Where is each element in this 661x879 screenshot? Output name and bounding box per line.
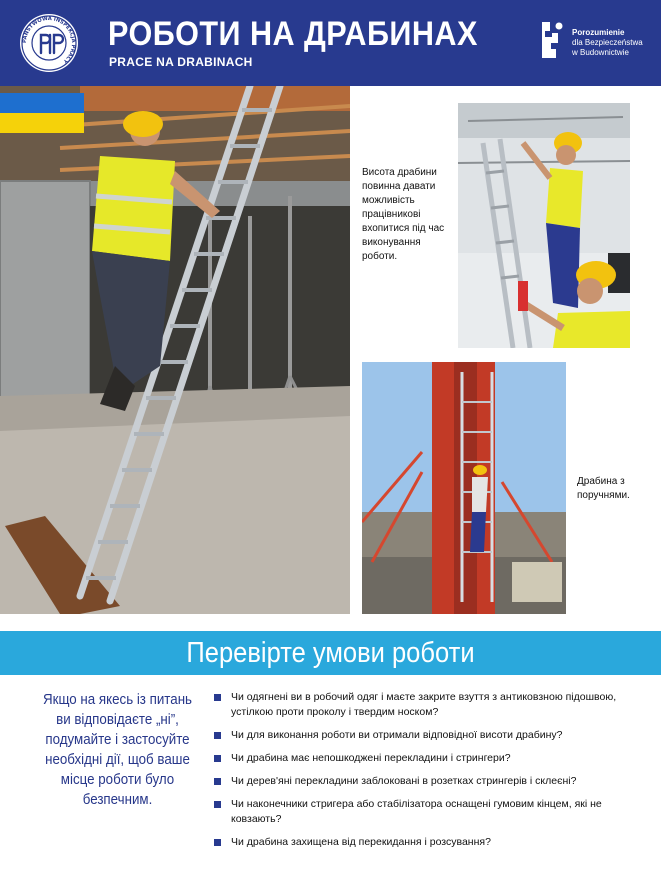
checklist-item-text: Чи дерев'яні перекладини заблоковані в розетках стрингерів і склеєні? (231, 775, 577, 787)
section-band (0, 631, 661, 675)
checklist-item-text: Чи драбина має непошкоджені перекладини і стрингери? (231, 752, 511, 764)
flag-blue-stripe (0, 93, 84, 113)
square-bullet-icon (214, 732, 221, 739)
checklist-item (214, 835, 632, 850)
checklist-item-text: Чи одягнені ви в робочий одяг і маєте закрите взуття з антиковзною підошвою, устілкою проти проколу і твердим носком? (231, 691, 617, 718)
checklist-item (214, 690, 632, 720)
handrail-caption: Драбина з поручнями. (577, 476, 630, 501)
partner-name (572, 28, 643, 58)
safety-checklist (214, 690, 632, 858)
square-bullet-icon (214, 778, 221, 785)
flag-yellow-stripe (0, 113, 84, 133)
intro-text: Якщо на якесь із питань ви відповідаєте „ні”, подумайте і застосуйте необхідні дії, щоб ваше місце роботи було безпечним. (42, 692, 193, 808)
partner-logo-icon (538, 20, 566, 60)
partner-line-2: dla Bezpieczeństwa (572, 38, 643, 47)
square-bullet-icon (214, 839, 221, 846)
checklist-item (214, 774, 632, 789)
checklist-item (214, 728, 632, 743)
partner-line-3: w Budownictwie (572, 48, 629, 57)
square-bullet-icon (214, 801, 221, 808)
photo-worker-climbing-ladder (0, 86, 350, 614)
photo-ladder-with-handrails (362, 362, 566, 614)
page-subtitle: PRACE NA DRABINACH (109, 55, 253, 69)
square-bullet-icon (214, 755, 221, 762)
logo-ring-text: PAŃSTWOWA INSPEKCJA PRACY (21, 15, 77, 65)
ukraine-flag (0, 93, 84, 133)
checklist-item (214, 751, 632, 766)
checklist-item-text: Чи наконечники стригера або стабілізатора оснащені гумовим кінцем, які не ковзають? (231, 798, 602, 825)
ladder-height-caption: Висота драбини повинна давати можливість працівникові вхопитися під час виконування роботи. (362, 167, 445, 262)
checklist-item-text: Чи для виконання роботи ви отримали відповідної висоти драбину? (231, 729, 563, 741)
page-title: РОБОТИ НА ДРАБИНАХ (108, 15, 478, 53)
header-bar (0, 0, 661, 86)
section-title: Перевірте умови роботи (186, 637, 475, 669)
photo-two-workers-ladder (458, 103, 630, 348)
checklist-item-text: Чи драбина захищена від перекидання і розсування? (231, 836, 491, 848)
partner-line-1: Porozumienie (572, 28, 625, 37)
checklist-item (214, 797, 632, 827)
square-bullet-icon (214, 694, 221, 701)
pip-logo (19, 13, 79, 73)
